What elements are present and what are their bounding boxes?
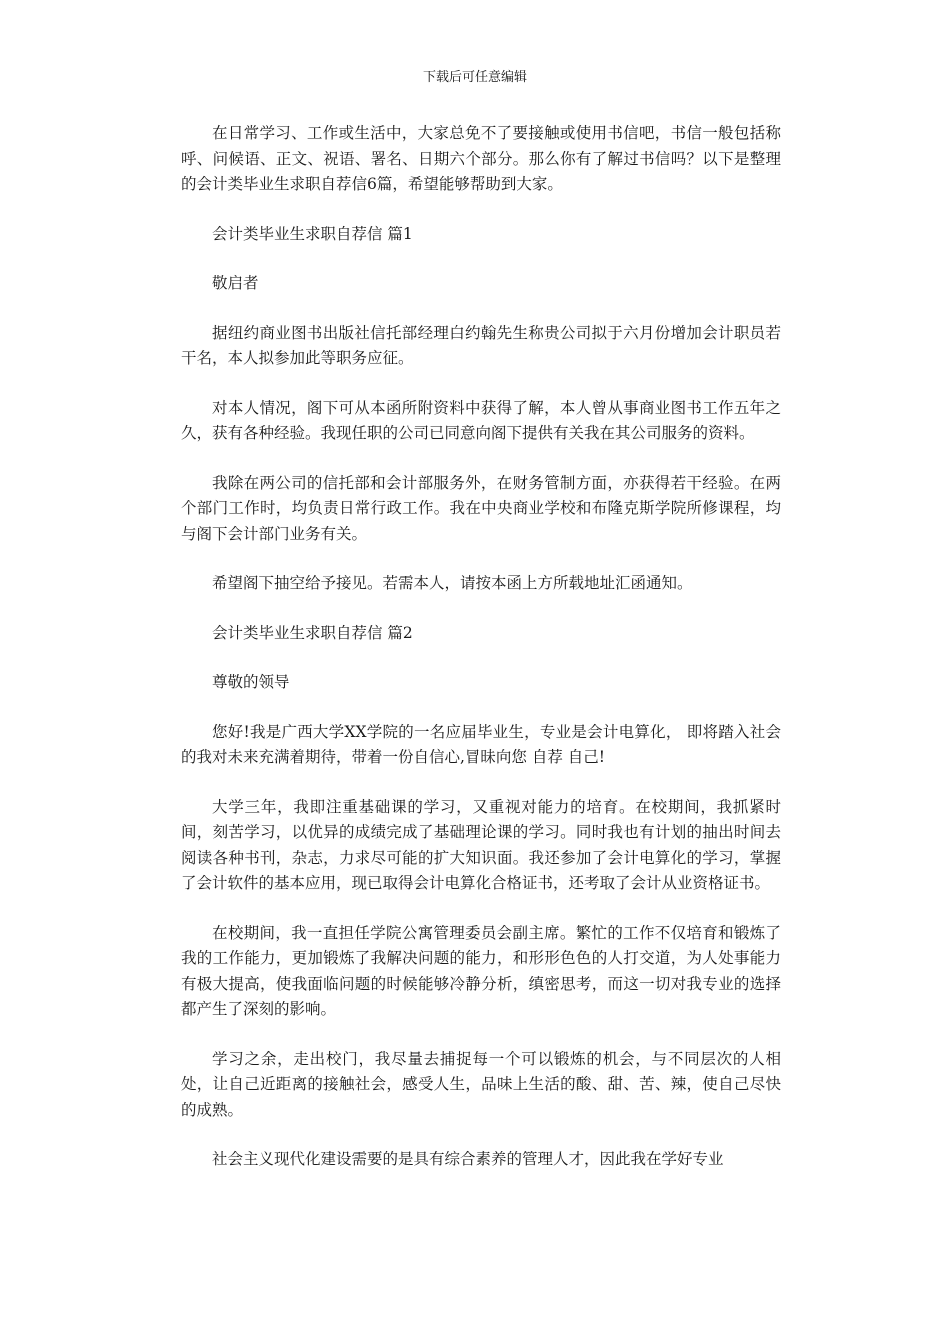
letter2-paragraph: 大学三年，我即注重基础课的学习，又重视对能力的培育。在校期间，我抓紧时间，刻苦学习，以优异的成绩完成了基础理论课的学习。同时我也有计划的抽出时间去阅读各种书刊，杂志，力求尽可能的扩大知识面。我还参加了会计电算化的学习，掌握了会计软件的基本应用，现已取得会计电算化合格证书，还考取了会计从业资格证书。: [181, 797, 781, 892]
intro-paragraph: 在日常学习、工作或生活中，大家总免不了要接触或使用书信吧，书信一般包括称呼、问候语、正文、祝语、署名、日期六个部分。那么你有了解过书信吗？以下是整理的会计类毕业生求职自荐信6篇，希望能够帮助到大家。: [181, 124, 781, 193]
document-body: [181, 121, 781, 1197]
letter1-paragraph: 对本人情况，阁下可从本函所附资料中获得了解，本人曾从事商业图书工作五年之久，获有各种经验。我现任职的公司已同意向阁下提供有关我在其公司服务的资料。: [181, 398, 781, 442]
letter1-paragraph: 希望阁下抽空给予接见。若需本人，请按本函上方所载地址汇函通知。: [212, 574, 693, 592]
letter2-paragraph: 在校期间，我一直担任学院公寓管理委员会副主席。繁忙的工作不仅培育和锻炼了我的工作能力，更加锻炼了我解决问题的能力，和形形色色的人打交道，为人处事能力有极大提高，使我面临问题的时候能够冷静分析，缜密思考，而这一切对我专业的选择都产生了深刻的影响。: [181, 923, 781, 1018]
page-header-note: 下载后可任意编辑: [422, 70, 527, 85]
letter2-paragraph: 社会主义现代化建设需要的是具有综合素养的管理人才，因此我在学好专业: [212, 1150, 724, 1168]
letter1-paragraph: 我除在两公司的信托部和会计部服务外，在财务管制方面，亦获得若干经验。在两个部门工作时，均负责日常行政工作。我在中央商业学校和布隆克斯学院所修课程，均与阁下会计部门业务有关。: [181, 473, 781, 543]
section-heading-2: 会计类毕业生求职自荐信 篇2: [212, 623, 413, 642]
letter2-paragraph: 您好!我是广西大学XX学院的一名应届毕业生，专业是会计电算化， 即将踏入社会的我对未来充满着期待，带着一份自信心,冒昧向您 自荐 自己!: [181, 722, 781, 766]
salutation-2: 尊敬的领导: [212, 673, 290, 691]
letter1-paragraph: 据纽约商业图书出版社信托部经理白约翰先生称贵公司拟于六月份增加会计职员若干名，本人拟参加此等职务应征。: [181, 323, 781, 367]
salutation-1: 敬启者: [212, 274, 259, 292]
letter2-paragraph: 学习之余，走出校门，我尽量去捕捉每一个可以锻炼的机会，与不同层次的人相处，让自己近距离的接触社会，感受人生，品味上生活的酸、甜、苦、辣，使自己尽快的成熟。: [181, 1049, 781, 1119]
section-heading-1: 会计类毕业生求职自荐信 篇1: [212, 224, 413, 243]
